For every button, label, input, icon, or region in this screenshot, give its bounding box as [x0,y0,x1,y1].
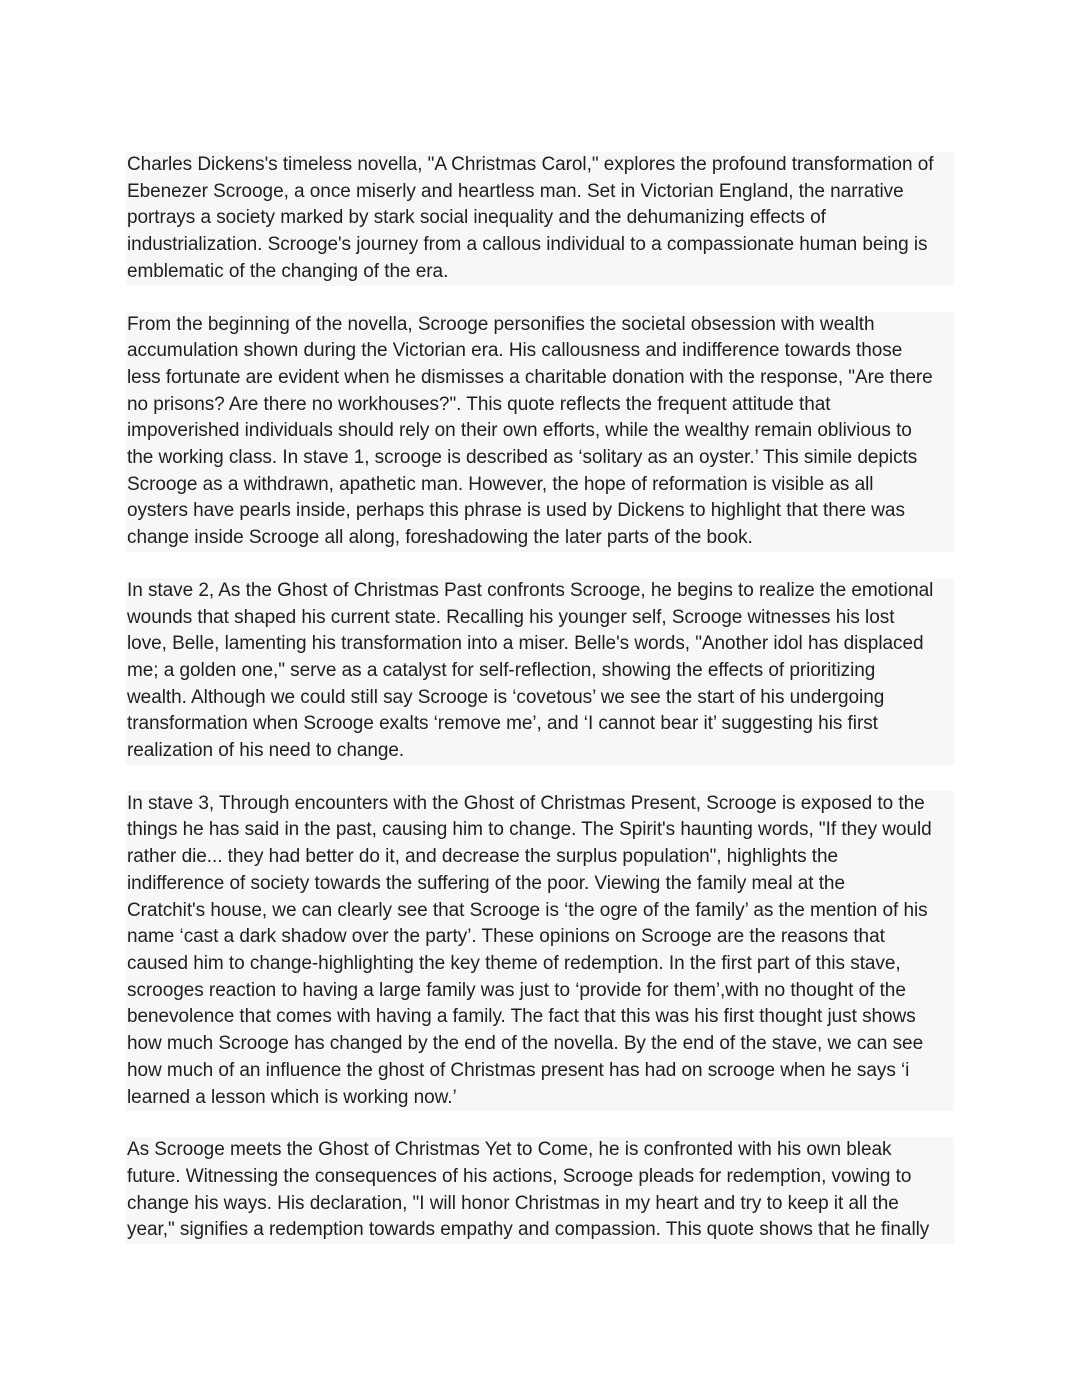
paragraph-line: wounds that shaped his current state. Recalling his younger self, Scrooge witnesses his lost [127,606,895,628]
paragraph-line: impoverished individuals should rely on their own efforts, while the wealthy remain oblivious to [127,420,912,442]
paragraph-line: In stave 2, As the Ghost of Christmas Past confronts Scrooge, he begins to realize the emotional [127,579,934,601]
paragraph-line: emblematic of the changing of the era. [127,260,449,282]
paragraph-line: As Scrooge meets the Ghost of Christmas Yet to Come, he is confronted with his own bleak [127,1139,892,1161]
paragraph-line: From the beginning of the novella, Scrooge personifies the societal obsession with wealth [127,313,875,335]
paragraph-line: love, Belle, lamenting his transformation into a miser. Belle's words, "Another idol has displaced [127,633,924,655]
paragraph-line: things he has said in the past, causing him to change. The Spirit's haunting words, "If they would [127,819,932,841]
paragraph-line: wealth. Although we could still say Scrooge is ‘covetous’ we see the start of his undergoing [127,686,885,708]
paragraph-line: how much Scrooge has changed by the end of the novella. By the end of the stave, we can see [127,1033,924,1055]
paragraph-line: accumulation shown during the Victorian era. His callousness and indifference towards those [127,340,903,362]
essay-body [126,152,954,1270]
paragraph-1 [126,152,954,286]
paragraph-line: no prisons? Are there no workhouses?". This quote reflects the frequent attitude that [127,393,831,415]
paragraph-line: In stave 3, Through encounters with the Ghost of Christmas Present, Scrooge is exposed to the [127,792,925,814]
paragraph-line: indifference of society towards the suffering of the poor. Viewing the family meal at the [127,872,845,894]
paragraph-line: portrays a society marked by stark social inequality and the dehumanizing effects of [127,207,826,229]
paragraph-line: Charles Dickens's timeless novella, "A Christmas Carol," explores the profound transformation of [127,154,934,175]
paragraph-line: change inside Scrooge all along, foreshadowing the later parts of the book. [127,527,753,549]
paragraph-3 [126,578,954,765]
paragraph-line: learned a lesson which is working now.’ [127,1086,457,1108]
paragraph-line: less fortunate are evident when he dismisses a charitable donation with the response, "Are there [127,366,933,388]
paragraph-line: rather die... they had better do it, and decrease the surplus population", highlights the [127,846,839,868]
paragraph-line: change his ways. His declaration, "I will honor Christmas in my heart and try to keep it all the [127,1192,899,1214]
paragraph-line: caused him to change-highlighting the key theme of redemption. In the first part of this stave, [127,952,901,974]
paragraph-4 [126,791,954,1111]
paragraph-line: future. Witnessing the consequences of his actions, Scrooge pleads for redemption, vowing to [127,1165,912,1187]
paragraph-line: me; a golden one," serve as a catalyst for self-reflection, showing the effects of prioritizing [127,659,876,681]
paragraph-2 [126,312,954,552]
paragraph-line: industrialization. Scrooge's journey from a callous individual to a compassionate human being is [127,234,928,256]
paragraph-line: transformation when Scrooge exalts ‘remove me’, and ‘I cannot bear it’ suggesting his first [127,713,878,735]
paragraph-line: Cratchit's house, we can clearly see that Scrooge is ‘the ogre of the family’ as the mention of his [127,899,928,921]
paragraph-line: scrooges reaction to having a large family was just to ‘provide for them’,with no thought of the [127,979,906,1001]
paragraph-line: benevolence that comes with having a family. The fact that this was his first thought just shows [127,1006,916,1028]
paragraph-line: Ebenezer Scrooge, a once miserly and heartless man. Set in Victorian England, the narrative [127,180,904,202]
paragraph-5 [126,1137,954,1244]
paragraph-line: how much of an influence the ghost of Christmas present has had on scrooge when he says ‘i [127,1059,910,1081]
paragraph-line: year," signifies a redemption towards empathy and compassion. This quote shows that he finally [127,1219,930,1241]
paragraph-line: the working class. In stave 1, scrooge is described as ‘solitary as an oyster.’ This simile depicts [127,447,918,469]
paragraph-line: name ‘cast a dark shadow over the party’. These opinions on Scrooge are the reasons that [127,926,885,948]
paragraph-line: realization of his need to change. [127,740,405,762]
paragraph-line: oysters have pearls inside, perhaps this phrase is used by Dickens to highlight that there was [127,500,905,522]
paragraph-line: Scrooge as a withdrawn, apathetic man. However, the hope of reformation is visible as all [127,473,874,495]
